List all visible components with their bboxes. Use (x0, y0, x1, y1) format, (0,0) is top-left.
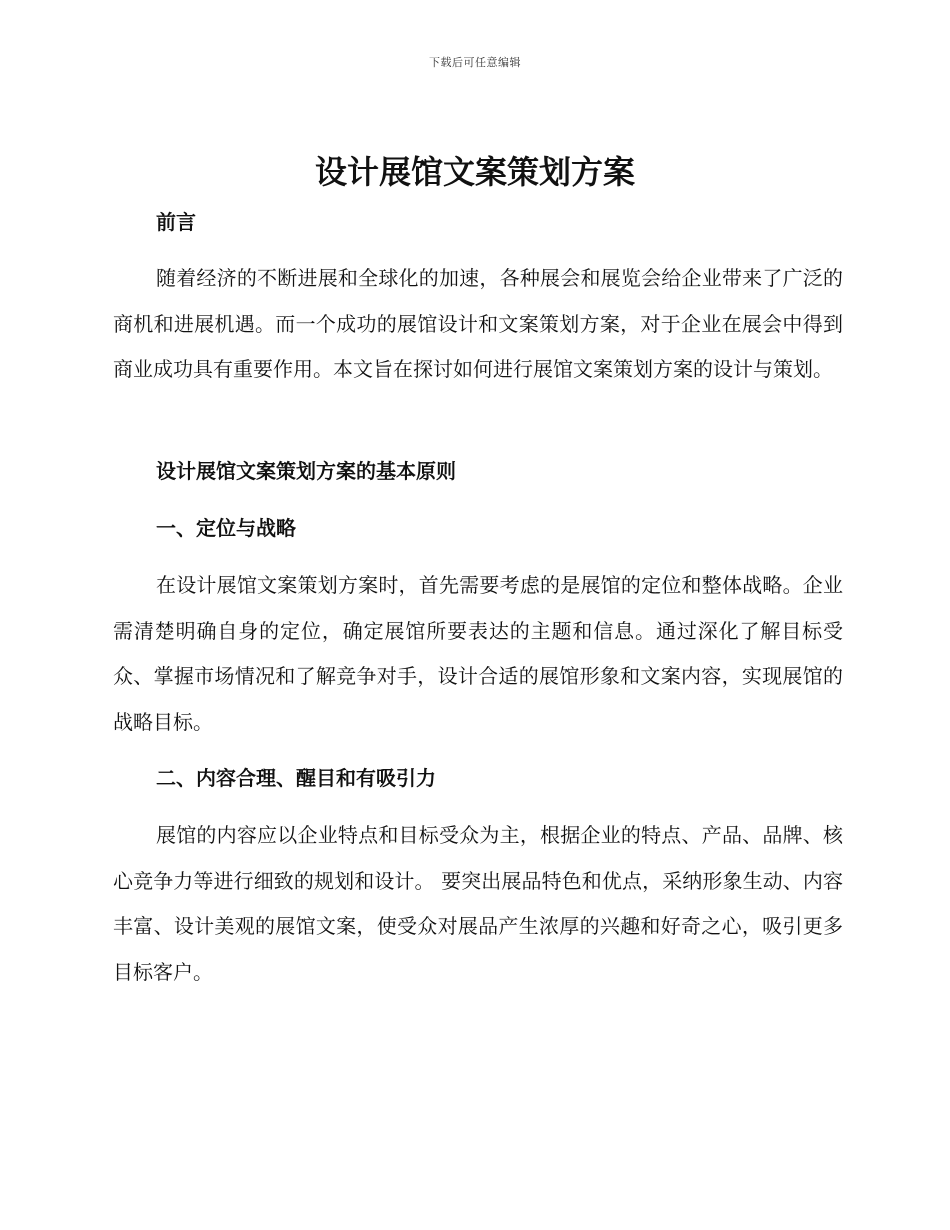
section1-paragraph: 在设计展馆文案策划方案时，首先需要考虑的是展馆的定位和整体战略。企业需清楚明确自身的定位，确定展馆所要表达的主题和信息。通过深化了解目标受众、掌握市场情况和了解竞争对手，设计合适的展馆形象和文案内容，实现展馆的战略目标。 (113, 573, 843, 734)
preface-heading: 前言 (156, 210, 196, 234)
principles-heading: 设计展馆文案策划方案的基本原则 (156, 459, 456, 483)
preface-paragraph: 随着经济的不断进展和全球化的加速，各种展会和展览会给企业带来了广泛的商机和进展机遇。而一个成功的展馆设计和文案策划方案，对于企业在展会中得到商业成功具有重要作用。本文旨在探讨如何进行展馆文案策划方案的设计与策划。 (113, 266, 843, 381)
header-note: 下载后可任意编辑 (429, 56, 521, 69)
section2-heading: 二、内容合理、醒目和有吸引力 (156, 766, 436, 790)
section1-heading: 一、定位与战略 (156, 516, 296, 540)
document-title: 设计展馆文案策划方案 (314, 153, 635, 191)
section2-paragraph: 展馆的内容应以企业特点和目标受众为主，根据企业的特点、产品、品牌、核心竞争力等进行细致的规划和设计。 要突出展品特色和优点，采纳形象生动、内容丰富、设计美观的展馆文案，使受众对展品产生浓厚的兴趣和好奇之心，吸引更多目标客户。 (113, 823, 843, 984)
